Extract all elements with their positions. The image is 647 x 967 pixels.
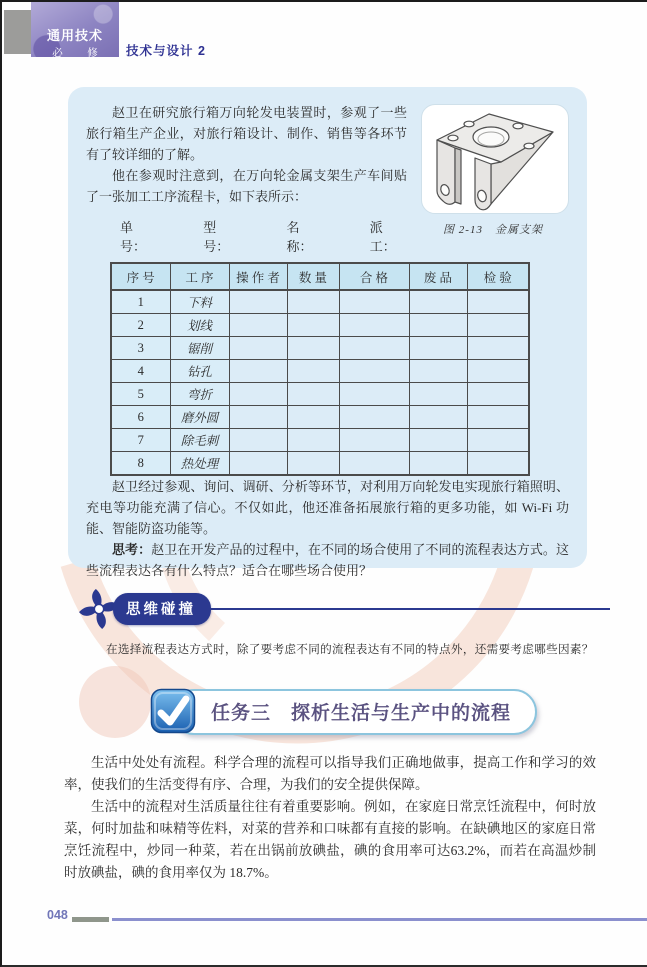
step-cell: 下料 <box>170 290 229 314</box>
step-cell: 除毛刺 <box>170 429 229 452</box>
empty-cell <box>339 452 409 476</box>
empty-cell <box>287 314 339 337</box>
empty-cell <box>409 360 467 383</box>
empty-cell <box>467 337 529 360</box>
empty-cell <box>229 314 287 337</box>
seq-cell: 6 <box>111 406 170 429</box>
subject-level: 必 修 <box>52 47 105 59</box>
seq-cell: 7 <box>111 429 170 452</box>
figure-caption: 图 2-13 金属支架 <box>443 224 543 236</box>
task-banner <box>150 689 537 735</box>
body-text <box>64 752 596 884</box>
empty-cell <box>467 290 529 314</box>
step-cell: 锯削 <box>170 337 229 360</box>
col-header-step: 工 序 <box>170 263 229 290</box>
brainstorm-question: 在选择流程表达方式时，除了要考虑不同的流程表达有不同的特点外，还需要考虑哪些因素？ <box>106 643 594 656</box>
form-label-order: 单号： <box>120 220 147 254</box>
table-row <box>111 360 529 383</box>
task-title: 任务三 探析生活与生产中的流程 <box>171 689 537 735</box>
empty-cell <box>229 290 287 314</box>
form-label-model: 型号： <box>203 220 230 254</box>
empty-cell <box>467 429 529 452</box>
empty-cell <box>229 452 287 476</box>
empty-cell <box>339 290 409 314</box>
empty-cell <box>229 383 287 406</box>
empty-cell <box>409 429 467 452</box>
seq-cell: 1 <box>111 290 170 314</box>
col-header-qty: 数 量 <box>287 263 339 290</box>
page-number: 048 <box>47 908 68 922</box>
step-cell: 钻孔 <box>170 360 229 383</box>
table-row <box>111 406 529 429</box>
brainstorm-header <box>78 588 610 630</box>
empty-cell <box>339 360 409 383</box>
empty-cell <box>467 383 529 406</box>
empty-cell <box>409 406 467 429</box>
empty-cell <box>229 406 287 429</box>
empty-cell <box>287 360 339 383</box>
col-header-scrap: 废 品 <box>409 263 467 290</box>
brainstorm-title-badge: 思维碰撞 <box>113 593 211 625</box>
seq-cell: 2 <box>111 314 170 337</box>
form-label-name: 名称： <box>286 220 313 254</box>
step-cell: 划线 <box>170 314 229 337</box>
empty-cell <box>339 337 409 360</box>
empty-cell <box>409 337 467 360</box>
brainstorm-rule-line <box>210 608 610 610</box>
empty-cell <box>287 290 339 314</box>
table-row <box>111 429 529 452</box>
empty-cell <box>229 337 287 360</box>
empty-cell <box>467 406 529 429</box>
metal-bracket-illustration <box>425 106 565 212</box>
seq-cell: 3 <box>111 337 170 360</box>
process-card-form <box>120 217 407 255</box>
empty-cell <box>287 383 339 406</box>
empty-cell <box>287 452 339 476</box>
think-label: 思考： <box>112 542 152 557</box>
empty-cell <box>409 290 467 314</box>
col-header-operator: 操 作 者 <box>229 263 287 290</box>
empty-cell <box>467 314 529 337</box>
table-row <box>111 290 529 314</box>
think-text: 赵卫在开发产品的过程中，在不同的场合使用了不同的流程表达方式。这些流程表达各有什么特点？适合在哪些场合使用？ <box>86 542 569 578</box>
empty-cell <box>339 314 409 337</box>
col-header-seq: 序 号 <box>111 263 170 290</box>
empty-cell <box>287 337 339 360</box>
checkmark-icon <box>150 688 196 734</box>
empty-cell <box>339 406 409 429</box>
process-card-table <box>110 262 530 476</box>
subject-title: 通用技术 <box>46 28 103 43</box>
footer-purple-line <box>112 918 647 921</box>
empty-cell <box>229 429 287 452</box>
table-row <box>111 452 529 476</box>
header-gray-block <box>4 10 31 54</box>
form-label-dispatch: 派工： <box>369 220 396 254</box>
table-row <box>111 337 529 360</box>
empty-cell <box>229 360 287 383</box>
table-row <box>111 383 529 406</box>
table-header-row <box>111 263 529 290</box>
step-cell: 磨外圆 <box>170 406 229 429</box>
case-paragraph-1: 赵卫在研究旅行箱万向轮发电装置时，参观了一些旅行箱生产企业，对旅行箱设计、制作、销售等各环节有了较详细的了解。 <box>86 105 407 162</box>
empty-cell <box>287 429 339 452</box>
case-think-paragraph <box>86 539 569 581</box>
footer-gray-bar <box>72 917 109 922</box>
empty-cell <box>339 383 409 406</box>
empty-cell <box>409 383 467 406</box>
body-paragraph-1: 生活中处处有流程。科学合理的流程可以指导我们正确地做事，提高工作和学习的效率，使我们的生活变得有序、合理，为我们的安全提供保障。 <box>64 755 596 792</box>
empty-cell <box>287 406 339 429</box>
body-paragraph-2: 生活中的流程对生活质量往往有着重要影响。例如，在家庭日常烹饪流程中，何时放菜，何时加盐和味精等佐料，对菜的营养和口味都有直接的影响。在缺碘地区的家庭日常烹饪流程中，炒同一种菜，若在出锅前放碘盐，碘的食用率可达63.2%，而若在高温炒制时放碘盐，碘的食用率仅为 18.7%。 <box>64 799 596 880</box>
seq-cell: 8 <box>111 452 170 476</box>
step-cell: 弯折 <box>170 383 229 406</box>
header-subject-block <box>31 2 119 57</box>
col-header-pass: 合 格 <box>339 263 409 290</box>
empty-cell <box>409 314 467 337</box>
empty-cell <box>467 360 529 383</box>
case-study-box <box>68 87 587 578</box>
series-title: 技术与设计 2 <box>126 44 206 58</box>
empty-cell <box>467 452 529 476</box>
empty-cell <box>409 452 467 476</box>
empty-cell <box>339 429 409 452</box>
seq-cell: 5 <box>111 383 170 406</box>
col-header-inspect: 检 验 <box>467 263 529 290</box>
table-row <box>111 314 529 337</box>
figure-frame <box>421 104 569 214</box>
step-cell: 热处理 <box>170 452 229 476</box>
case-paragraph-2: 他在参观时注意到，在万向轮金属支架生产车间贴了一张加工工序流程卡，如下表所示： <box>86 168 407 204</box>
case-paragraph-3: 赵卫经过参观、询问、调研、分析等环节，对利用万向轮发电实现旅行箱照明、充电等功能充满了信心。不仅如此，他还准备拓展旅行箱的更多功能，如 Wi-Fi 功能、智能防盗功能等。 <box>86 479 569 536</box>
figure-metal-bracket <box>417 104 569 237</box>
seq-cell: 4 <box>111 360 170 383</box>
